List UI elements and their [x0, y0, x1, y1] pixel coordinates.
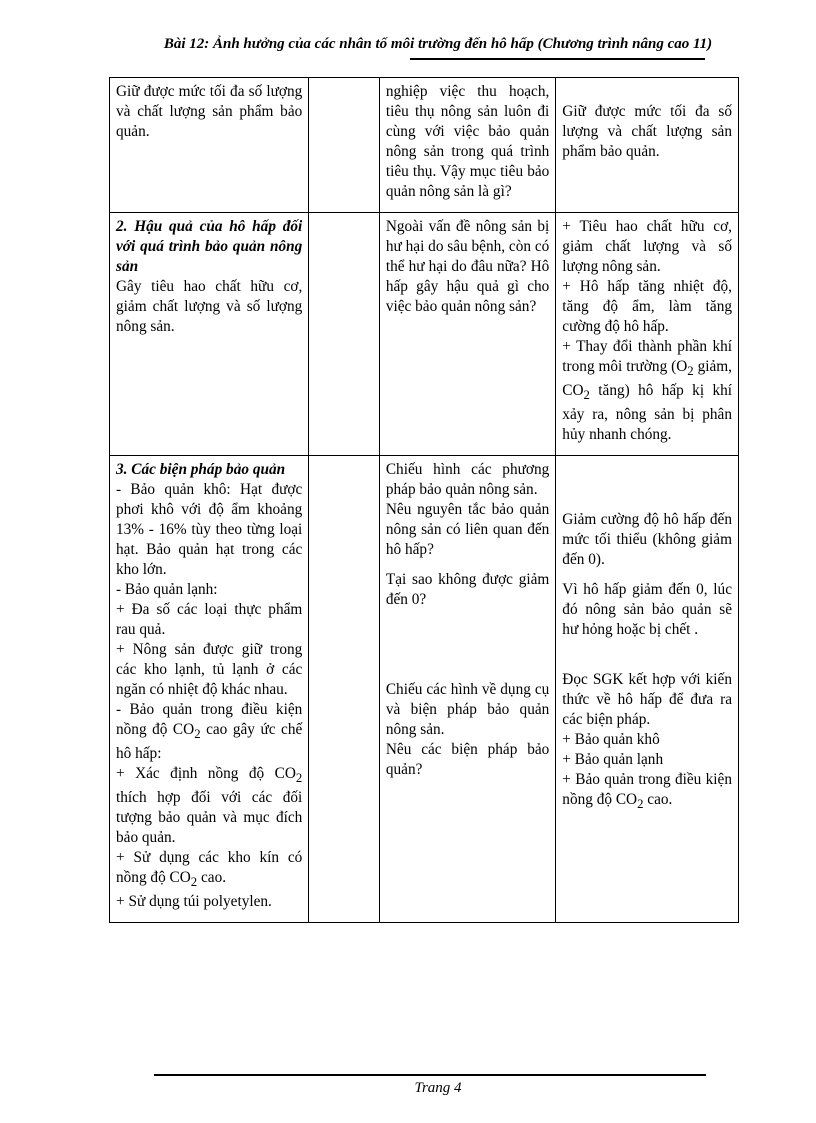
cell-text: + Nông sản được giữ trong các kho lạnh, tủ lạnh ở các ngăn có nhiệt độ khác nhau. [116, 641, 303, 699]
content-cell [110, 213, 309, 456]
cell-text: + Thay đổi thành phần khí trong môi trường ($O_2$ giảm, $CO_2$ tăng) hô hấp kị khí xảy ra, nông sản bị phân hủy nhanh chóng. [562, 338, 732, 444]
teacher-cell [379, 78, 555, 213]
section-heading: 3. Các biện pháp bảo quản [116, 461, 286, 479]
cell-text: + Đa số các loại thực phẩm rau quả. [116, 601, 303, 639]
student-cell [556, 213, 739, 456]
content-cell [110, 456, 309, 923]
cell-text: Gây tiêu hao chất hữu cơ, giảm chất lượng và số lượng nông sản. [116, 278, 303, 335]
cell-text: + Bảo quản trong điều kiện nồng độ $CO_2$ cao. [562, 771, 732, 812]
cell-text: Ngoài vấn đề nông sản bị hư hại do sâu bệnh, còn có thể hư hại do đâu nữa? Hô hấp gây hậu quả gì cho việc bảo quản nông sản? [385, 218, 550, 315]
cell-text: Nêu các biện pháp bảo quản? [385, 741, 550, 779]
empty-cell [309, 456, 380, 923]
cell-text: Giữ được mức tối đa số lượng và chất lượng sản phẩm bảo quản. [116, 83, 303, 140]
cell-text: Chiếu các hình về dụng cụ và biện pháp bảo quản nông sản. [385, 681, 550, 739]
cell-text: + Bảo quản lạnh [562, 751, 664, 769]
section-heading: 2. Hậu quả của hô hấp đối với quá trình bảo quản nông sản [116, 218, 303, 275]
cell-text: Vì hô hấp giảm đến 0, lúc đó nông sản bảo quản sẽ hư hỏng hoặc bị chết . [562, 581, 732, 639]
teacher-cell [379, 213, 555, 456]
cell-text: Giữ được mức tối đa số lượng và chất lượng sản phẩm bảo quản. [562, 103, 732, 160]
table-row [110, 213, 739, 456]
empty-cell [309, 78, 380, 213]
cell-text: nghiệp việc thu hoạch, tiêu thụ nông sản luôn đi cùng với việc bảo quản nông sản trong quá trình tiêu thụ. Vậy mục tiêu bảo quản nông sản là gì? [385, 83, 550, 200]
empty-cell [309, 213, 380, 456]
cell-text: + Tiêu hao chất hữu cơ, giảm chất lượng và số lượng nông sản. [562, 218, 732, 275]
cell-text: Tại sao không được giảm đến 0? [385, 571, 550, 609]
cell-text: + Bảo quản khô [562, 731, 660, 749]
page-number: Trang 4 [414, 1080, 462, 1096]
teacher-cell [379, 456, 555, 923]
cell-text: + Hô hấp tăng nhiệt độ, tăng độ ẩm, làm tăng cường độ hô hấp. [562, 278, 732, 335]
cell-text: Nêu nguyên tắc bảo quản nông sản có liên quan đến hô hấp? [385, 501, 550, 559]
cell-text: + Sử dụng các kho kín có nồng độ $CO_2$ cao. [116, 849, 303, 890]
student-cell [556, 456, 739, 923]
lesson-table [109, 77, 739, 923]
cell-text: Chiếu hình các phương pháp bảo quản nông sản. [385, 461, 550, 499]
cell-text: Đọc SGK kết hợp với kiến thức về hô hấp để đưa ra các biện pháp. [562, 671, 732, 729]
content-cell [110, 78, 309, 213]
cell-text: + Xác định nồng độ $CO_2$ thích hợp đối với các đối tượng bảo quản và mục đích bảo quản. [116, 765, 303, 847]
cell-text: - Bảo quản lạnh: [116, 581, 218, 599]
header-rule [410, 58, 705, 60]
table-row [110, 78, 739, 213]
cell-text: Giảm cường độ hô hấp đến mức tối thiểu (không giảm đến 0). [562, 511, 732, 569]
cell-text: + Sử dụng túi polyetylen. [116, 893, 272, 911]
cell-text: - Bảo quản trong điều kiện nồng độ $CO_2$ cao gây ức chế hô hấp: [116, 701, 303, 763]
footer-rule [154, 1074, 706, 1076]
table-row [110, 456, 739, 923]
student-cell [556, 78, 739, 213]
page-header: Bài 12: Ảnh hưởng của các nhân tố môi trường đến hô hấp (Chương trình nâng cao 11) [163, 36, 713, 52]
cell-text: - Bảo quản khô: Hạt được phơi khô với độ ẩm khoảng 13% - 16% tùy theo từng loại hạt. Bảo quản hạt trong các kho lớn. [116, 481, 303, 579]
